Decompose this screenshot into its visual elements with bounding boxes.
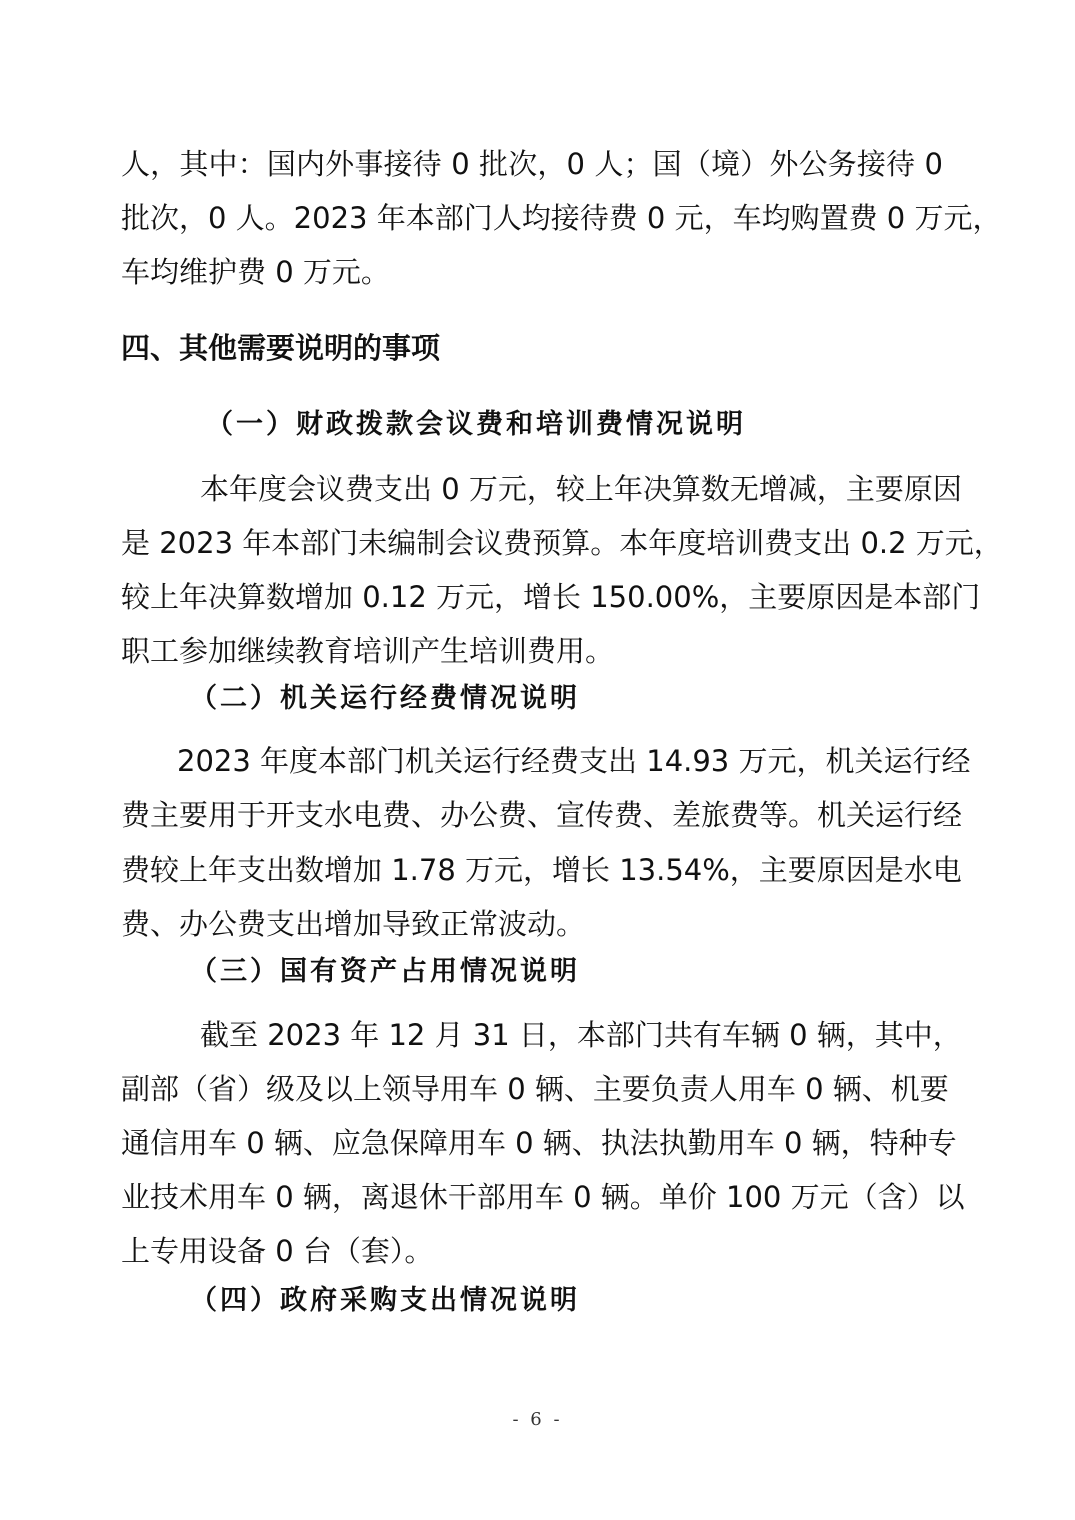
body-line: 上专用设备 0 台（套）。	[121, 1234, 434, 1268]
body-line: 通信用车 0 辆、应急保障用车 0 辆、执法执勤用车 0 辆，特种专	[121, 1126, 957, 1160]
section-heading: 四、其他需要说明的事项	[121, 331, 441, 365]
body-line: 费、办公费支出增加导致正常波动。	[121, 907, 586, 941]
body-line: 是 2023 年本部门未编制会议费预算。本年度培训费支出 0.2 万元，	[121, 526, 1003, 560]
subsection-heading-2: （二）机关运行经费情况说明	[190, 683, 580, 714]
subsection-heading-3: （三）国有资产占用情况说明	[190, 956, 580, 987]
body-line: 截至 2023 年 12 月 31 日，本部门共有车辆 0 辆，其中，	[200, 1018, 962, 1052]
body-line: 副部（省）级及以上领导用车 0 辆、主要负责人用车 0 辆、机要	[121, 1072, 949, 1106]
body-line: 本年度会议费支出 0 万元，较上年决算数无增减，主要原因	[200, 472, 962, 506]
body-line: 业技术用车 0 辆，离退休干部用车 0 辆。单价 100 万元（含）以	[121, 1180, 965, 1214]
body-line: 批次，0 人。2023 年本部门人均接待费 0 元，车均购置费 0 万元，	[121, 201, 1002, 235]
body-line: 费主要用于开支水电费、办公费、宣传费、差旅费等。机关运行经	[121, 798, 963, 832]
body-line: 职工参加继续教育培训产生培训费用。	[121, 634, 615, 668]
body-line: 2023 年度本部门机关运行经费支出 14.93 万元，机关运行经	[177, 744, 971, 778]
body-line: 车均维护费 0 万元。	[121, 255, 390, 289]
body-line: 人，其中：国内外事接待 0 批次，0 人；国（境）外公务接待 0	[121, 147, 943, 181]
page-number: - 6 -	[512, 1409, 563, 1430]
subsection-heading-4: （四）政府采购支出情况说明	[190, 1285, 580, 1316]
body-line: 较上年决算数增加 0.12 万元，增长 150.00%，主要原因是本部门	[121, 580, 981, 614]
body-line: 费较上年支出数增加 1.78 万元，增长 13.54%，主要原因是水电	[121, 853, 962, 887]
subsection-heading-1: （一）财政拨款会议费和培训费情况说明	[206, 409, 746, 440]
